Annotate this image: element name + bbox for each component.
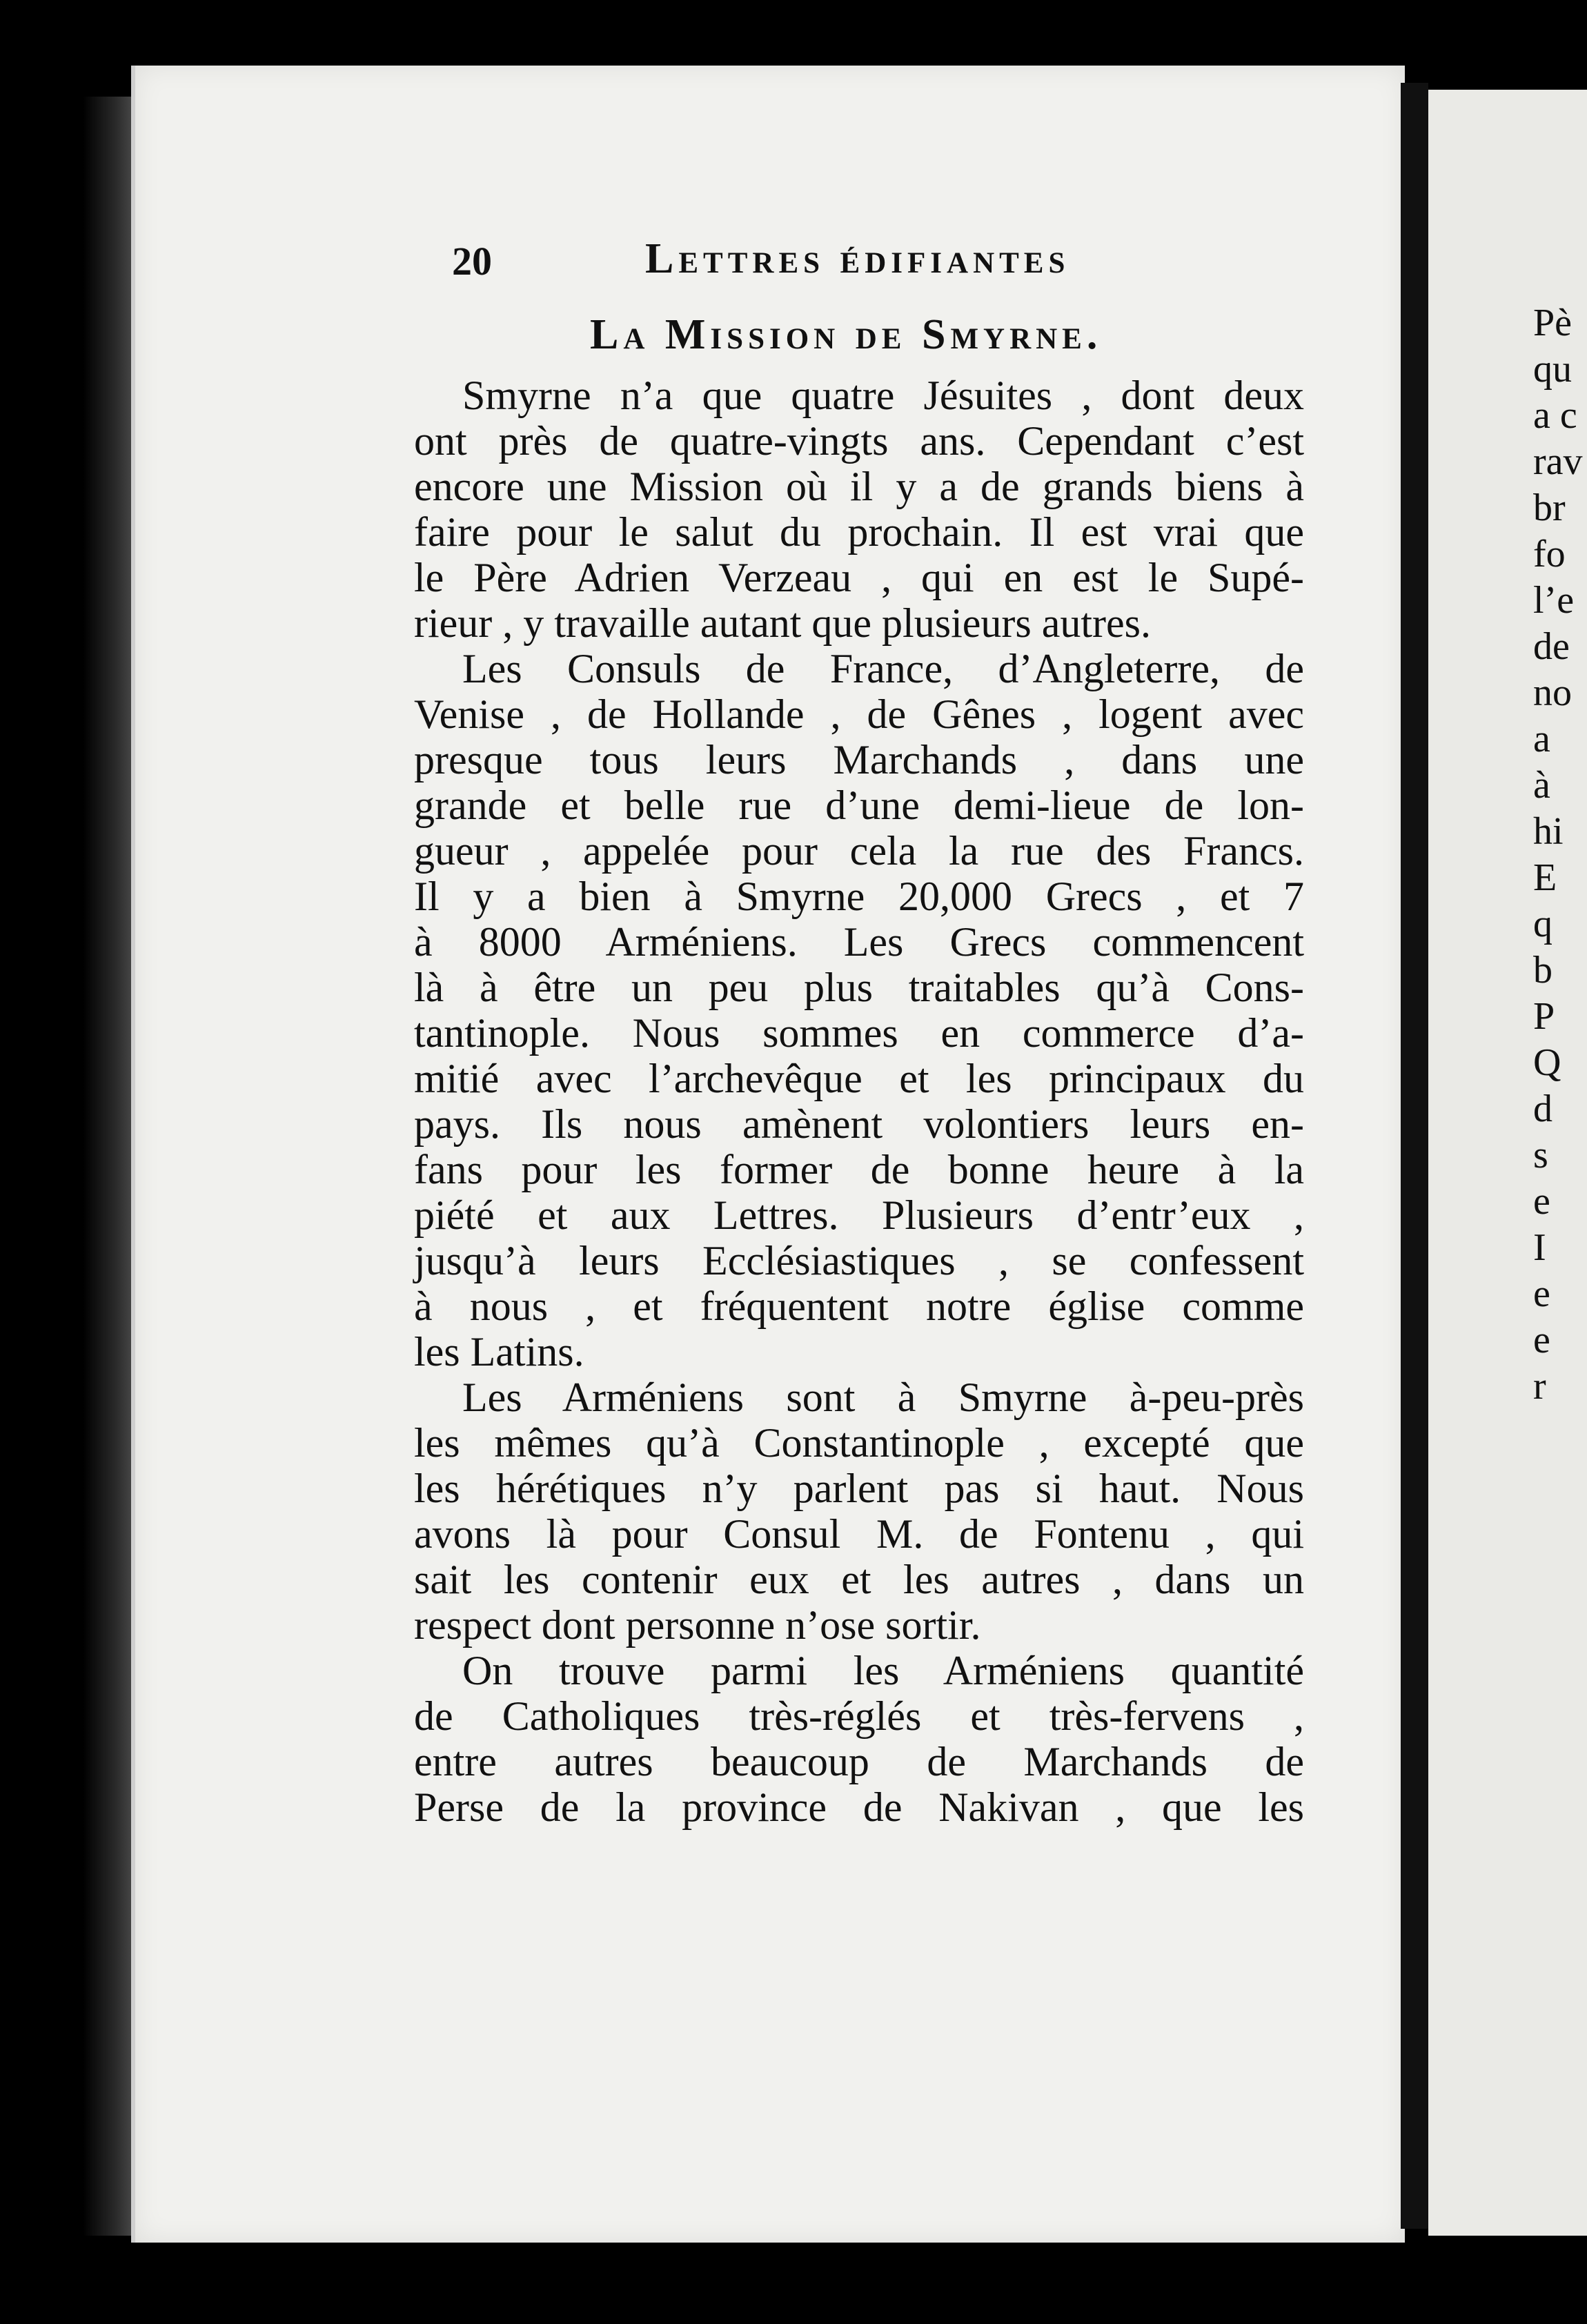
facing-page-fragment: r — [1533, 1365, 1546, 1408]
text-line: piété et aux Lettres. Plusieurs d’entr’eux , — [414, 1192, 1304, 1238]
text-line: à 8000 Arméniens. Les Grecs commencent — [414, 919, 1304, 965]
text-line: rieur , y travaille autant que plusieurs autres. — [414, 600, 1151, 646]
facing-page-fragment: rav — [1533, 440, 1583, 483]
facing-page-fragment: fo — [1533, 533, 1566, 575]
text-line: les mêmes qu’à Constantinople , excepté que — [414, 1420, 1304, 1466]
text-line: à nous , et fréquentent notre église comme — [414, 1283, 1304, 1329]
page-number: 20 — [452, 239, 492, 284]
book-gutter — [1401, 83, 1428, 2229]
text-line: tantinople. Nous sommes en commerce d’a- — [414, 1010, 1304, 1056]
text-line: sait les contenir eux et les autres , dans un — [414, 1557, 1304, 1602]
facing-page-fragment: br — [1533, 486, 1566, 529]
text-line: presque tous leurs Marchands , dans une — [414, 737, 1304, 782]
facing-page-fragment: qu — [1533, 348, 1572, 391]
facing-page-fragment: de — [1533, 625, 1570, 668]
text-line: avons là pour Consul M. de Fontenu , qui — [414, 1511, 1304, 1557]
text-line: fans pour les former de bonne heure à la — [414, 1147, 1304, 1192]
text-line: Venise , de Hollande , de Gênes , logent avec — [414, 691, 1304, 737]
facing-page-fragment: hi — [1533, 810, 1564, 853]
text-line: encore une Mission où il y a de grands biens à — [414, 464, 1304, 509]
body-text — [414, 373, 1304, 1830]
facing-page-fragment: q — [1533, 903, 1552, 945]
text-line: Smyrne n’a que quatre Jésuites , dont deux — [462, 373, 1304, 418]
text-line: gueur , appelée pour cela la rue des Francs. — [414, 828, 1304, 874]
text-line: entre autres beaucoup de Marchands de — [414, 1739, 1304, 1784]
running-title: Lettres édifiantes — [645, 235, 1070, 282]
facing-page-fragment: l’e — [1533, 579, 1575, 622]
facing-page-fragment: e — [1533, 1272, 1550, 1315]
text-line: faire pour le salut du prochain. Il est vrai que — [414, 509, 1304, 555]
facing-page-fragment: d — [1533, 1087, 1552, 1130]
facing-page-fragment: s — [1533, 1134, 1548, 1176]
text-line: Les Arméniens sont à Smyrne à-peu-près — [462, 1375, 1304, 1420]
page-header — [452, 235, 1335, 297]
text-line: ont près de quatre-vingts ans. Cependant c’est — [414, 418, 1304, 464]
text-line: mitié avec l’archevêque et les principaux du — [414, 1056, 1304, 1101]
text-line: respect dont personne n’ose sortir. — [414, 1602, 981, 1648]
facing-page-fragment: I — [1533, 1226, 1546, 1269]
facing-page-fragment: a c — [1533, 394, 1577, 437]
text-line: le Père Adrien Verzeau , qui en est le Supé- — [414, 555, 1304, 600]
text-line: On trouve parmi les Arméniens quantité — [462, 1648, 1304, 1693]
facing-page-fragment: Q — [1533, 1041, 1561, 1084]
text-line: pays. Ils nous amènent volontiers leurs en- — [414, 1101, 1304, 1147]
facing-page-fragment: no — [1533, 671, 1572, 714]
text-line: grande et belle rue d’une demi-lieue de lon- — [414, 782, 1304, 828]
text-line: Les Consuls de France, d’Angleterre, de — [462, 646, 1304, 691]
facing-page-fragment: a — [1533, 718, 1550, 760]
facing-page-edge — [1428, 90, 1587, 2236]
text-line: les Latins. — [414, 1329, 584, 1375]
text-line: Perse de la province de Nakivan , que les — [414, 1784, 1304, 1830]
text-line: jusqu’à leurs Ecclésiastiques , se confessent — [414, 1238, 1304, 1283]
facing-page-fragment: E — [1533, 856, 1557, 899]
facing-page-fragment: Pè — [1533, 302, 1572, 344]
chapter-title: La Mission de Smyrne. — [590, 311, 1103, 358]
text-line: Il y a bien à Smyrne 20,000 Grecs , et 7 — [414, 874, 1304, 919]
facing-page-fragment: e — [1533, 1319, 1550, 1361]
facing-page-fragment: à — [1533, 764, 1550, 807]
text-line: les hérétiques n’y parlent pas si haut. Nous — [414, 1466, 1304, 1511]
text-line: là à être un peu plus traitables qu’à Cons- — [414, 965, 1304, 1010]
facing-page-fragment: P — [1533, 995, 1555, 1038]
text-line: de Catholiques très-réglés et très-fervens , — [414, 1693, 1304, 1739]
facing-page-fragment: b — [1533, 949, 1552, 992]
facing-page-fragment: e — [1533, 1180, 1550, 1223]
